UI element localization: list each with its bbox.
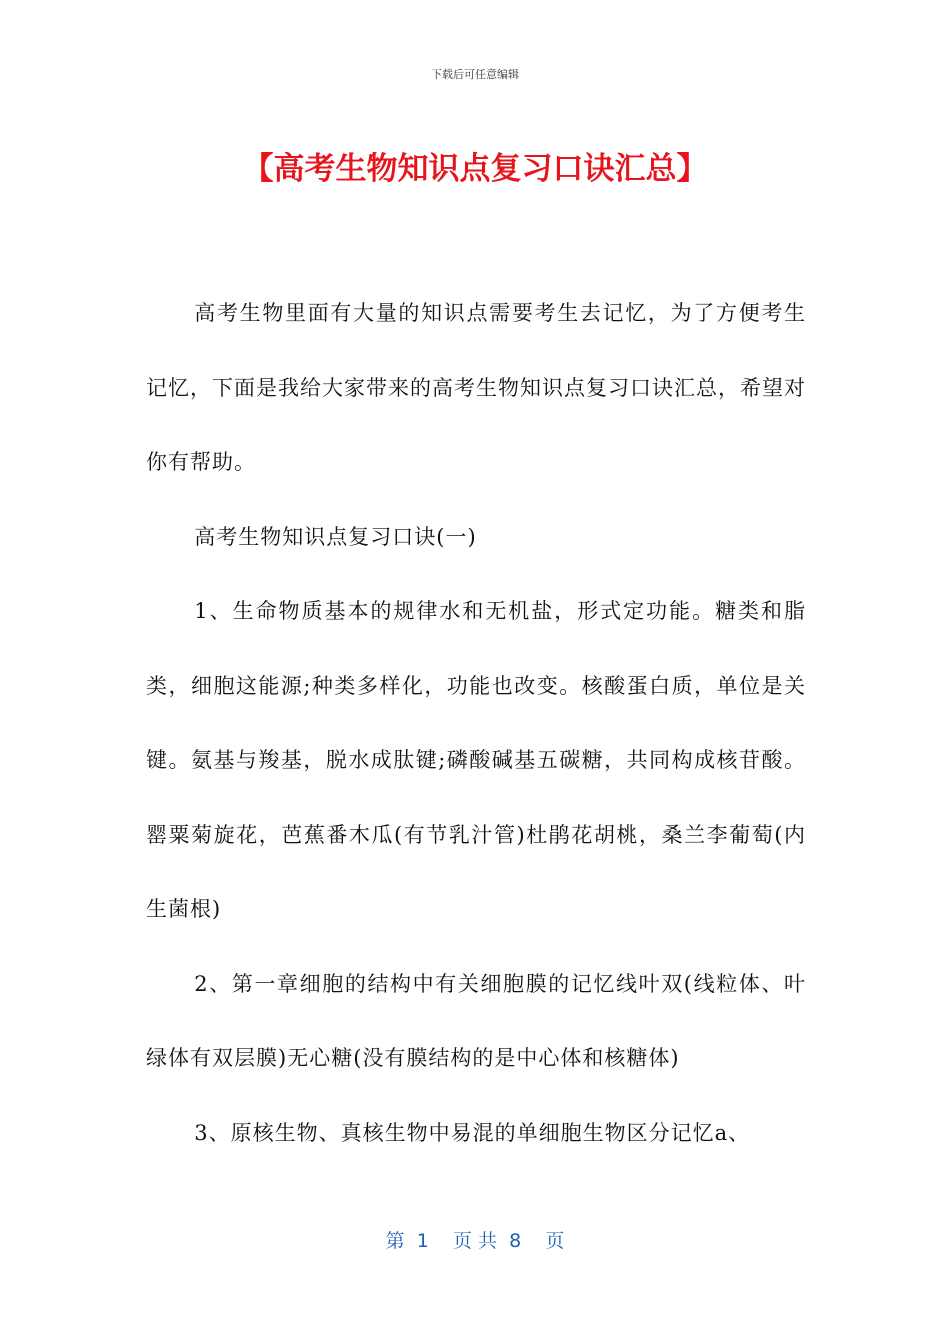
paragraph-item-3: 3、原核生物、真核生物中易混的单细胞生物区分记忆a、 [194,1120,751,1145]
document-body [146,276,806,1170]
intro-paragraph: 高考生物里面有大量的知识点需要考生去记忆，为了方便考生记忆，下面是我给大家带来的高考生物知识点复习口诀汇总，希望对你有帮助。 [146,301,806,474]
paragraph-item-2: 2、第一章细胞的结构中有关细胞膜的记忆线叶双(线粒体、叶绿体有双层膜)无心糖(没有膜结构的是中心体和核糖体) [146,971,806,1070]
section-heading: 高考生物知识点复习口诀(一) [194,524,477,549]
paragraph-item-1: 1、生命物质基本的规律水和无机盐，形式定功能。糖类和脂类，细胞这能源;种类多样化，功能也改变。核酸蛋白质，单位是关键。氨基与羧基，脱水成肽键;磷酸碱基五碳糖，共同构成核苷酸。罂粟菊旋花，芭蕉番木瓜(有节乳汁管)杜鹃花胡桃，桑兰李葡萄(内生菌根) [146,599,806,921]
page-header-note: 下载后可任意编辑 [431,68,519,81]
page-number-footer: 第 1 页 共 8 页 [385,1230,565,1252]
document-title: 【高考生物知识点复习口诀汇总】 [242,151,708,187]
